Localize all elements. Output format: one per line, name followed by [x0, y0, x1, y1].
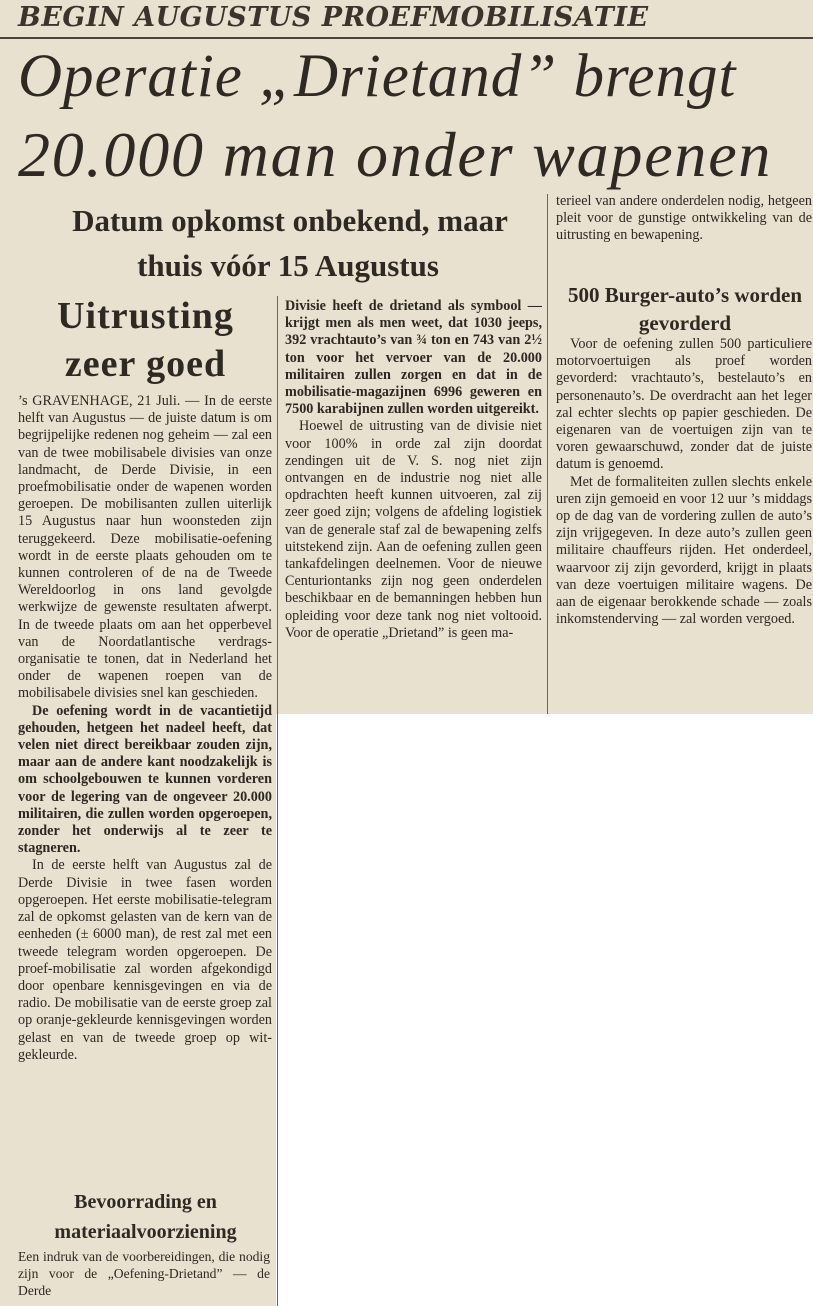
column-1-text [18, 393, 272, 1183]
kicker-rule [0, 37, 813, 39]
column-3-top-paragraph: terieel van andere onderdelen nodig, hetgeen pleit voor de gunstige ontwikkeling van de uitrusting en bewapening. [556, 193, 812, 244]
column-1-paragraph-1: ’s GRAVENHAGE, 21 Juli. — In de eerste helft van Augustus — de juiste datum is om begrijpelijke redenen nog geheim — zal een van de twee mobilisabele divisies van onze landmacht, de Derde Divisie, in een proefmobilisatie onder de wapenen worden geroepen. De mobilisanten zullen uiterlijk 15 Augustus naar hun woonsteden zijn teruggekeerd. Deze mobilisatie-oefening wordt in de eerste plaats gehouden om te kunnen controleren of de na de Tweede Wereldoorlog in ons land gevolgde werkwijze de gewenste resultaten afwerpt. In de tweede plaats om aan het opperbevel van de Noordatlantische verdrags-organisatie te tonen, dat in Nederland het onder de wapenen roepen van de mobilisabele divisies snel kan geschieden. [18, 393, 272, 702]
kicker-heading: BEGIN AUGUSTUS PROEFMOBILISATIE [18, 2, 649, 33]
column-3-paragraph-1: Voor de oefening zullen 500 particuliere motorvoertuigen als proef worden gevorderd: vrachtauto’s, bestelauto’s en personenauto’s. De overdracht aan het leger zal echter slechts op papier geschieden. De eigenaren van de voertuigen zijn van te voren gewaarschuwd, zonder dat de juiste datum is genoemd. [556, 336, 812, 473]
section-heading-burger-autos: 500 Burger-auto’s worden gevorderd [567, 283, 803, 335]
subhead-line-2: thuis vóór 15 Augustus [137, 248, 439, 283]
section-heading-bevoorrading: Bevoorrading en materiaalvoorziening [54, 1191, 237, 1243]
column-3-text [556, 336, 812, 714]
column-rule-2 [547, 194, 548, 714]
subhead-line-1: Datum opkomst onbekend, maar [72, 203, 508, 238]
column-rule-1 [277, 296, 278, 1306]
column-1-paragraph-2: De oefening wordt in de vacantietijd gehouden, hetgeen het nadeel heeft, dat velen niet direct bereikbaar zouden zijn, maar aan de andere kant noodzakelijk is om schoolgebouwen te kunnen vorderen voor de legering van de ongeveer 20.000 militairen, die zullen worden opgeroepen, zonder het onderwijs al te zeer te stagneren. [18, 702, 272, 857]
column-3-paragraph-2: Met de formaliteiten zullen slechts enkele uren zijn gemoeid en voor 12 uur ’s middags op de dag van de vordering zullen de auto’s zijn vrijgegeven. In deze auto’s zullen geen militaire chauffeurs rijden. Het onderdeel, waarvoor zij zijn gevorderd, krijgt in plaats van deze voertuigen militaire wagens. De aan de eigenaar berokkende schade — zoals inkomstenderving — zal worden vergoed. [556, 473, 812, 628]
column-2-text [285, 298, 542, 712]
section-heading-uitrusting: Uitrusting zeer goed [57, 295, 234, 385]
headline-line-2: 20.000 man onder wapenen [18, 119, 773, 190]
column-2-paragraph-2: Hoewel de uitrusting van de divisie niet voor 100% in orde zal zijn doordat zendingen uit de V. S. nog niet zijn ontvangen en de industrie nog niet alle opdrachten heeft kunnen uitvoeren, zal zij zeer goed zijn; volgens de afdeling logistiek van de generale staf zal de bewapening zelfs uitstekend zijn. Aan de oefening zullen geen tankafdelingen deelnemen. Voor de nieuwe Centuriontanks zijn nog geen onderdelen beschikbaar en de bemanningen hebben hun opleiding voor deze tank nog niet voltooid. Voor de operatie „Drietand” is geen ma- [285, 418, 542, 641]
headline-line-1: Operatie „Drietand” brengt [18, 43, 737, 110]
column-2-paragraph-1: Divisie heeft de drietand als symbool — krijgt men als men weet, dat 1030 jeeps, 392 vrachtauto’s van ¾ ton en 743 van 2½ ton voor het vervoer van de 20.000 militairen zullen zorgen en dat in de mobilisatie-magazijnen 6996 geweren en 7500 karabijnen zullen worden uitgereikt. [285, 298, 542, 418]
column-1-paragraph-3: In de eerste helft van Augustus zal de Derde Divisie in twee fasen worden opgeroepen. Het eerste mobilisatie-telegram zal de opkomst gelasten van de kern van de eenheden (± 6000 man), de rest zal met een tweede telegram worden opgeroepen. De proef-mobilisatie zal worden afgekondigd door openbare kennisgevingen en via de radio. De mobilisatie van de eerste groep zal op oranje-gekleurde kennisgevingen worden gelast en van de tweede groep op wit-gekleurde. [18, 857, 272, 1063]
column-1-bottom-paragraph: Een indruk van de voorbereidingen, die nodig zijn voor de „Oefening-Drietand” — de Derde [18, 1249, 270, 1298]
